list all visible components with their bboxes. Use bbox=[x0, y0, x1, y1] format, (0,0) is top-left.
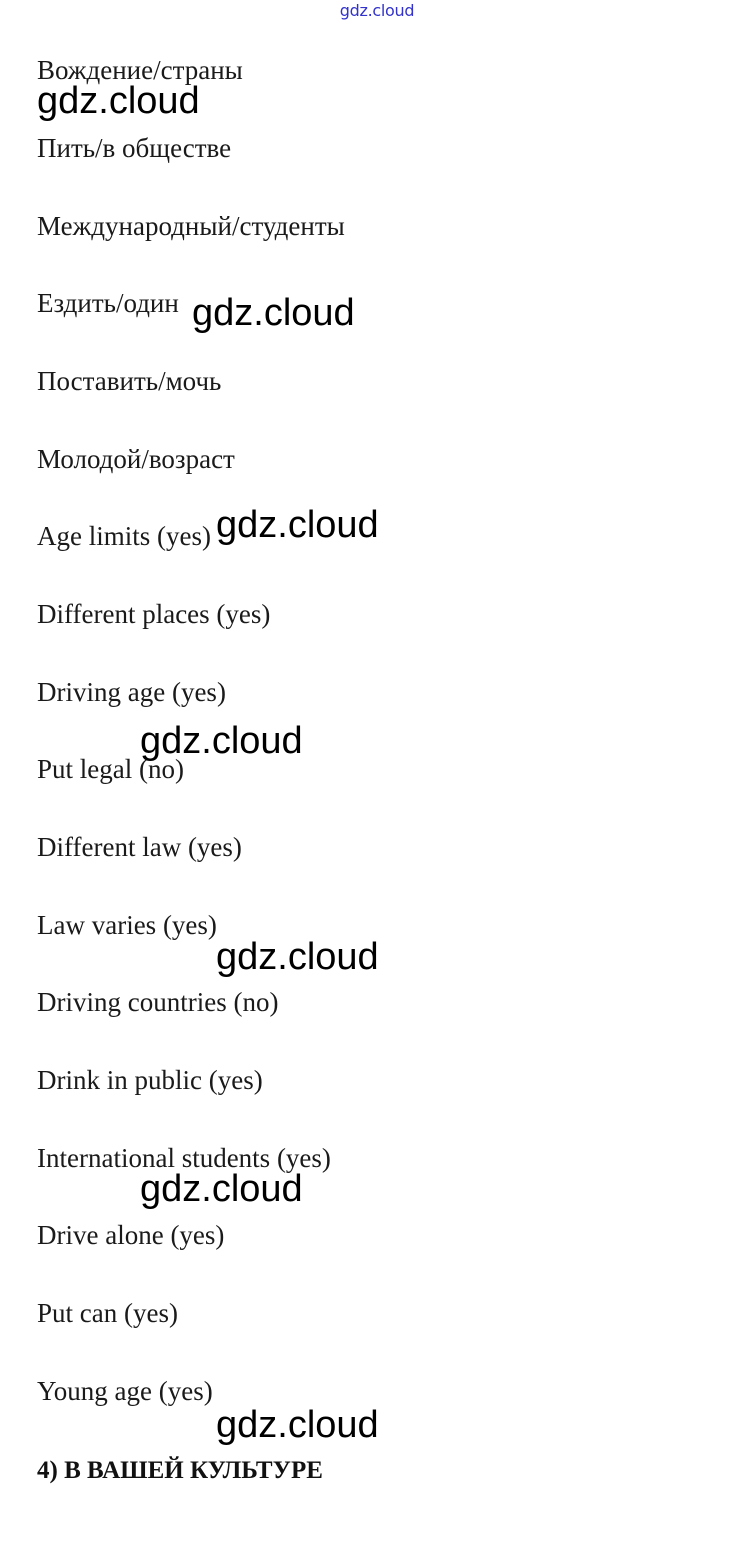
site-link[interactable]: gdz.cloud bbox=[339, 1, 415, 20]
watermark: gdz.cloud bbox=[216, 1404, 379, 1446]
list-item: International students (yes) bbox=[37, 1143, 331, 1173]
list-item: Different law (yes) bbox=[37, 832, 242, 862]
list-item: Drink in public (yes) bbox=[37, 1065, 263, 1095]
list-item: Молодой/возраст bbox=[37, 444, 235, 474]
watermark: gdz.cloud bbox=[216, 936, 379, 978]
list-item: Put can (yes) bbox=[37, 1298, 178, 1328]
list-item: Пить/в обществе bbox=[37, 133, 232, 163]
list-item: Law varies (yes) bbox=[37, 910, 217, 940]
section-heading: 4) В ВАШЕЙ КУЛЬТУРЕ bbox=[37, 1457, 323, 1484]
list-item: Driving countries (no) bbox=[37, 987, 279, 1017]
list-item: Поставить/мочь bbox=[37, 366, 222, 396]
list-item: Driving age (yes) bbox=[37, 677, 226, 707]
watermark: gdz.cloud bbox=[140, 720, 303, 762]
watermark: gdz.cloud bbox=[192, 292, 355, 334]
list-item: Drive alone (yes) bbox=[37, 1220, 225, 1250]
list-item: Ездить/один bbox=[37, 288, 179, 318]
list-item: Put legal (no) bbox=[37, 754, 184, 784]
watermark: gdz.cloud bbox=[216, 504, 379, 546]
watermark: gdz.cloud bbox=[140, 1168, 303, 1210]
list-item: Вождение/страны bbox=[37, 55, 243, 85]
watermark: gdz.cloud bbox=[37, 80, 200, 122]
list-item: Young age (yes) bbox=[37, 1376, 213, 1406]
list-item: Международный/студенты bbox=[37, 211, 345, 241]
list-item: Age limits (yes) bbox=[37, 521, 211, 551]
list-item: Different places (yes) bbox=[37, 599, 271, 629]
